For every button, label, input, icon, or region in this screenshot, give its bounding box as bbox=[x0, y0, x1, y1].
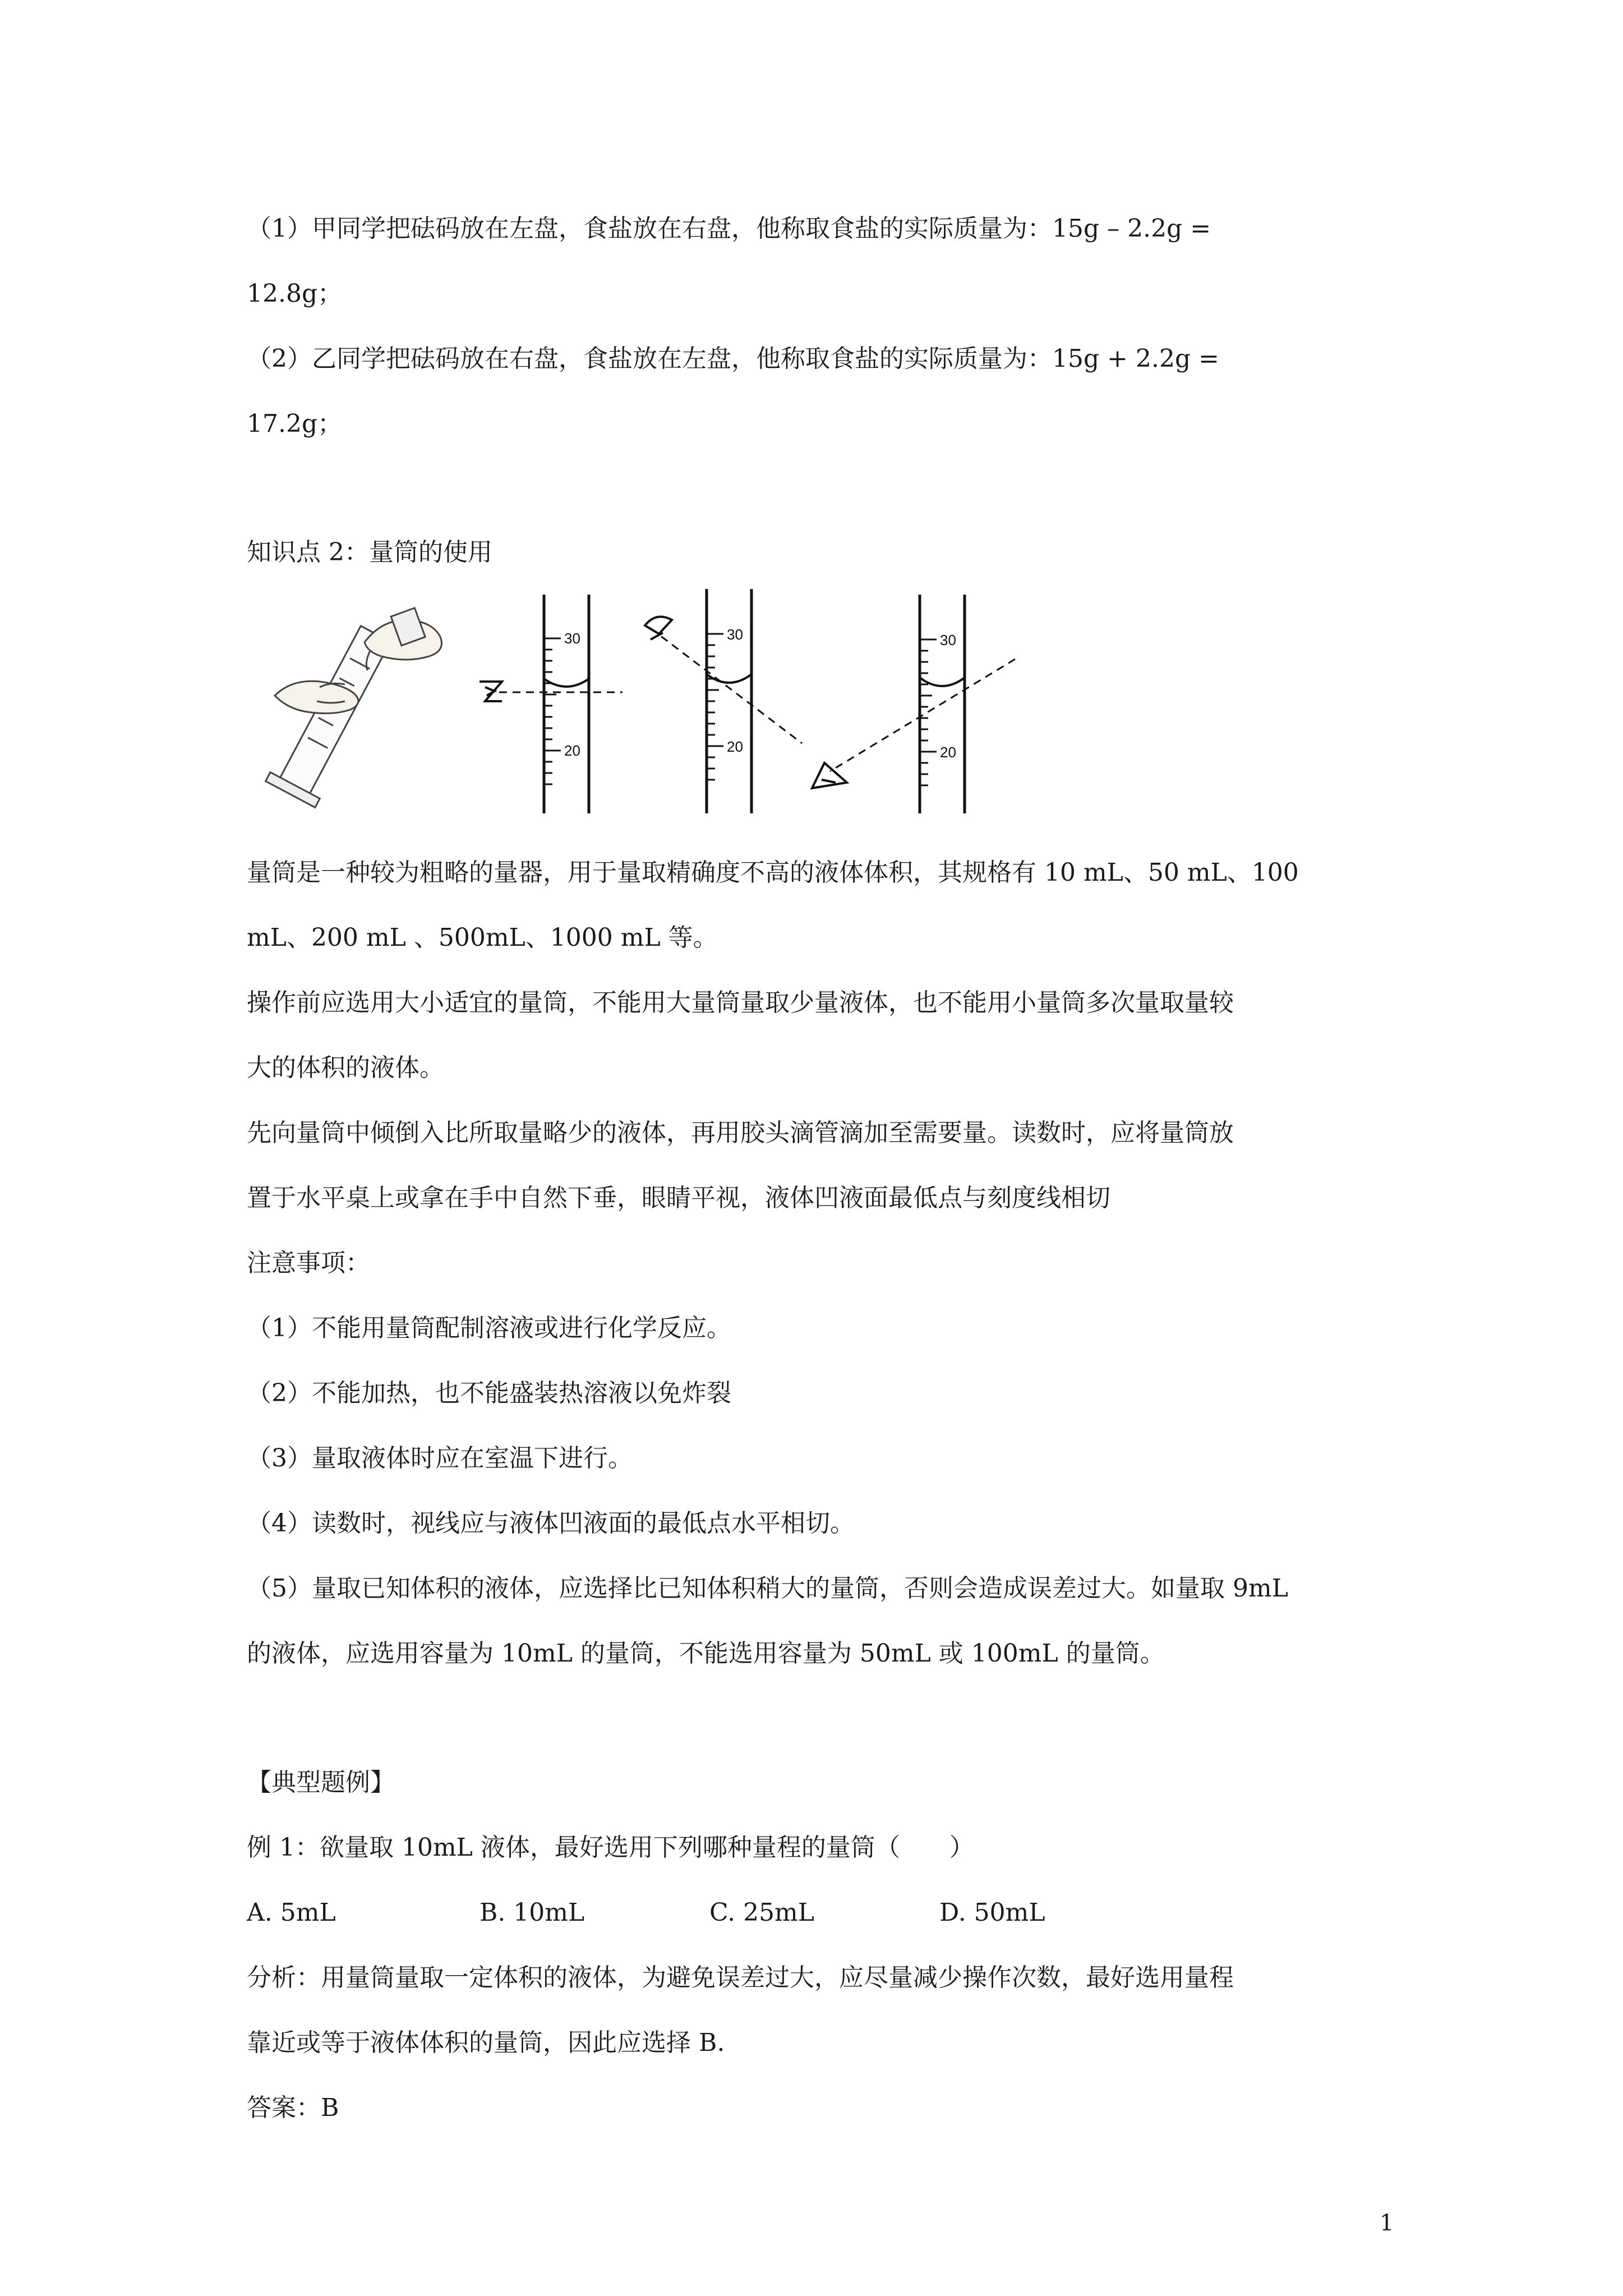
note-item-3: （3）量取液体时应在室温下进行。 bbox=[247, 1444, 633, 1473]
examples-heading: 【典型题例】 bbox=[247, 1768, 395, 1797]
notes-heading: 注意事项： bbox=[247, 1249, 370, 1277]
note-item-5-line-1: （5）量取已知体积的液体，应选择比已知体积稍大的量筒，否则会造成误差过大。如量取 9mL bbox=[247, 1574, 1288, 1603]
intro-line-1: 量筒是一种较为粗略的量器，用于量取精确度不高的液体体积，其规格有 10 mL、50 mL、100 bbox=[247, 858, 1299, 887]
note-item-4: （4）读数时，视线应与液体凹液面的最低点水平相切。 bbox=[247, 1509, 855, 1538]
graduated-cylinder-figure bbox=[264, 589, 1021, 819]
operation-line-1: 操作前应选用大小适宜的量筒，不能用大量筒量取少量液体，也不能用小量筒多次量取量较 bbox=[247, 988, 1234, 1017]
cylinder-2-tick-top: 30 bbox=[727, 626, 743, 643]
cylinder-1-tick-bottom: 20 bbox=[564, 742, 580, 759]
note-item-5-line-2: 的液体，应选用容量为 10mL 的量筒，不能选用容量为 50mL 或 100mL 的量筒。 bbox=[247, 1639, 1165, 1668]
eye-icon bbox=[479, 682, 502, 701]
paragraph-2-line-1: （2）乙同学把砝码放在右盘，食盐放在左盘，他称取食盐的实际质量为：15g + 2.2g = bbox=[247, 344, 1219, 373]
knowledge-heading: 知识点 2：量筒的使用 bbox=[247, 538, 492, 567]
pouring-hands-illustration bbox=[266, 608, 442, 808]
cylinder-2-overhead-view bbox=[645, 589, 802, 813]
cylinder-1-level-view bbox=[479, 595, 623, 813]
example-1-question: 例 1：欲量取 10mL 液体，最好选用下列哪种量程的量筒（ ） bbox=[247, 1833, 974, 1862]
option-b: B. 10mL bbox=[479, 1898, 585, 1927]
cylinder-3-tick-top: 30 bbox=[940, 632, 956, 648]
option-c: C. 25mL bbox=[709, 1898, 814, 1927]
cylinder-1-tick-top: 30 bbox=[564, 630, 580, 647]
option-d: D. 50mL bbox=[939, 1898, 1045, 1927]
page-number: 1 bbox=[1380, 2210, 1394, 2236]
answer: 答案：B bbox=[247, 2093, 339, 2122]
paragraph-1-line-2: 12.8g； bbox=[247, 279, 343, 308]
eye-icon bbox=[645, 616, 672, 639]
note-item-1: （1）不能用量筒配制溶液或进行化学反应。 bbox=[247, 1314, 731, 1342]
cylinder-2-tick-bottom: 20 bbox=[727, 738, 743, 755]
reading-line-2: 置于水平桌上或拿在手中自然下垂，眼睛平视，液体凹液面最低点与刻度线相切 bbox=[247, 1184, 1110, 1212]
intro-line-2: mL、200 mL 、500mL、1000 mL 等。 bbox=[247, 923, 718, 952]
analysis-line-2: 靠近或等于液体体积的量筒，因此应选择 B. bbox=[247, 2028, 725, 2057]
cylinder-3-underneath-view bbox=[812, 595, 1015, 813]
paragraph-1-line-1: （1）甲同学把砝码放在左盘，食盐放在右盘，他称取食盐的实际质量为：15g – 2.2g = bbox=[247, 214, 1211, 243]
cylinder-3-tick-bottom: 20 bbox=[940, 744, 956, 761]
operation-line-2: 大的体积的液体。 bbox=[247, 1053, 444, 1082]
option-a: A. 5mL bbox=[247, 1898, 336, 1927]
analysis-line-1: 分析：用量筒量取一定体积的液体，为避免误差过大，应尽量减少操作次数，最好选用量程 bbox=[247, 1963, 1234, 1992]
eye-icon bbox=[812, 763, 847, 788]
reading-line-1: 先向量筒中倾倒入比所取量略少的液体，再用胶头滴管滴加至需要量。读数时，应将量筒放 bbox=[247, 1119, 1234, 1147]
paragraph-2-line-2: 17.2g； bbox=[247, 409, 343, 438]
note-item-2: （2）不能加热，也不能盛装热溶液以免炸裂 bbox=[247, 1379, 731, 1407]
